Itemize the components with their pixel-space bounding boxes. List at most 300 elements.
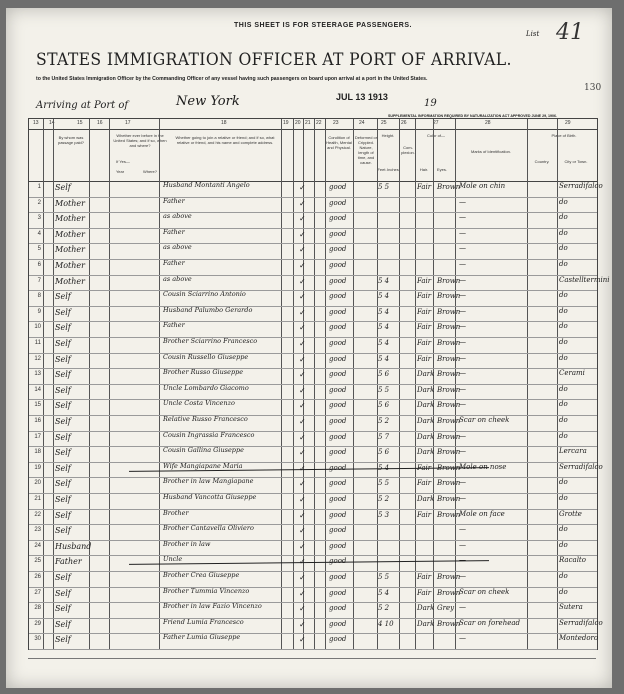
joining-relative: Friend Lumia Francesco (163, 617, 244, 626)
header-height: Height. (381, 133, 395, 138)
paid-by: Mother (55, 198, 85, 208)
table-row (29, 353, 597, 370)
check-mark-icon: ✓ (299, 339, 306, 348)
check-mark-icon: ✓ (299, 635, 306, 645)
eye-color: Brown (437, 354, 461, 363)
joining-relative: Father (163, 196, 185, 205)
joining-relative: Brother Cantavella Oliviero (163, 524, 254, 533)
eye-color: Brown (437, 510, 461, 519)
joining-relative: Wife Mangiapane Maria (163, 461, 243, 470)
row-number: 21 (34, 496, 41, 502)
header-complexion: Com-plexion. (401, 145, 415, 155)
row-number: 15 (34, 402, 41, 409)
check-mark-icon: ✓ (299, 557, 306, 567)
identification-marks: — (459, 228, 466, 237)
birth-city: do (559, 244, 568, 253)
birth-city: Castelltermini (559, 275, 610, 284)
check-mark-icon: ✓ (299, 619, 306, 629)
check-mark-icon: ✓ (299, 307, 306, 317)
hair-color: Dark (417, 495, 435, 503)
header-years: If Yes— (116, 159, 130, 164)
strike-through-line (129, 561, 489, 566)
table-row (29, 321, 597, 338)
check-mark-icon: ✓ (299, 385, 306, 395)
identification-marks: — (459, 400, 466, 409)
birth-city: do (559, 431, 568, 440)
header-by-whom-paid: By whom was passage paid? (57, 135, 85, 145)
health-condition: good (329, 214, 347, 223)
eye-color: Brown (437, 292, 461, 301)
row-number: 1 (37, 184, 41, 190)
row-number: 7 (37, 277, 41, 284)
row-number: 27 (34, 589, 41, 596)
identification-marks: — (459, 275, 466, 284)
hair-color: Fair (417, 292, 432, 301)
table-row (29, 524, 597, 541)
hair-color: Fair (417, 339, 432, 347)
hair-color: Dark (417, 448, 435, 457)
row-number: 9 (37, 308, 41, 315)
table-row (29, 243, 597, 260)
health-condition: good (329, 417, 347, 425)
birth-city: do (559, 525, 568, 534)
joining-relative: Relative Russo Francesco (163, 415, 248, 423)
column-headers (29, 129, 597, 182)
height-value: 5 7 (378, 432, 390, 441)
check-mark-icon: ✓ (299, 510, 306, 520)
colnum: 23 (333, 120, 339, 126)
header-year: Year (115, 169, 125, 174)
date-stamp: JUL 13 1913 (336, 92, 388, 102)
identification-marks: — (459, 322, 466, 331)
identification-marks: — (459, 556, 466, 565)
health-condition: good (329, 635, 347, 644)
birth-city: Grotte (559, 509, 582, 518)
check-mark-icon: ✓ (299, 573, 306, 582)
paid-by: Mother (55, 245, 85, 255)
health-condition: good (329, 619, 347, 628)
colnum: 14 (49, 120, 55, 126)
check-mark-icon: ✓ (299, 463, 306, 473)
eye-color: Brown (437, 417, 461, 425)
paid-by: Self (55, 463, 71, 473)
colnum: 18 (221, 120, 227, 126)
birth-city: do (559, 384, 568, 393)
paid-by: Mother (55, 229, 85, 239)
row-number: 6 (37, 262, 41, 268)
identification-marks: — (459, 447, 466, 456)
paid-by: Self (55, 370, 71, 380)
health-condition: good (329, 183, 347, 191)
identification-marks: — (459, 572, 466, 580)
table-row (29, 415, 597, 432)
paid-by: Self (55, 323, 71, 333)
hair-color: Fair (417, 354, 432, 363)
row-number: 4 (37, 230, 41, 237)
row-number: 12 (34, 355, 41, 362)
row-number: 29 (34, 620, 41, 627)
check-mark-icon: ✓ (299, 417, 306, 426)
table-row (29, 399, 597, 416)
colnum: 26 (401, 120, 407, 126)
hair-color: Fair (417, 588, 432, 597)
birth-city: do (559, 260, 568, 268)
health-condition: good (329, 261, 347, 269)
joining-relative: Brother Sciarrino Francesco (163, 337, 258, 345)
row-number: 18 (34, 449, 41, 456)
colnum: 22 (316, 120, 322, 126)
check-mark-icon: ✓ (299, 370, 306, 380)
table-row (29, 633, 597, 650)
check-mark-icon: ✓ (299, 432, 306, 442)
health-condition: good (329, 307, 347, 316)
joining-relative: Brother Crea Giuseppe (163, 571, 240, 579)
table-row (29, 571, 597, 588)
eye-color: Brown (437, 573, 461, 581)
height-value: 5 2 (378, 417, 390, 425)
joining-relative: Father (163, 321, 185, 330)
joining-relative: Husband Montanti Angelo (163, 181, 250, 189)
colnum: 21 (305, 120, 311, 126)
page-title: STATES IMMIGRATION OFFICER AT PORT OF ARRIVAL. (36, 50, 512, 70)
header-hair: Hair. (419, 167, 429, 172)
health-condition: good (329, 557, 347, 566)
paid-by: Self (55, 510, 71, 520)
identification-marks: — (459, 384, 466, 393)
birth-city: Montedoro (559, 634, 599, 643)
paid-by: Self (55, 339, 71, 348)
colnum: 19 (283, 120, 289, 126)
paid-by: Self (55, 432, 71, 442)
row-number: 2 (37, 199, 41, 206)
table-row (29, 290, 597, 307)
eye-color: Brown (437, 463, 461, 472)
hair-color: Fair (417, 479, 432, 488)
eye-color: Brown (437, 432, 461, 441)
colnum: 25 (381, 120, 387, 126)
table-row (29, 555, 597, 572)
hair-color: Fair (417, 323, 432, 332)
row-number: 14 (34, 386, 41, 393)
supplemental-note: SUPPLEMENTAL INFORMATION REQUIRED BY NATURALIZATION ACT APPROVED JUNE 29, 1906. (388, 114, 558, 118)
paid-by: Self (55, 526, 71, 536)
joining-relative: Uncle Costa Vincenzo (163, 399, 235, 408)
colnum: 20 (295, 120, 301, 126)
header-condition: Condition of Health, Mental and Physical. (326, 135, 352, 150)
paid-by: Self (55, 604, 71, 614)
joining-relative: Brother in law Mangiapane (163, 477, 254, 486)
paid-by: Mother (55, 276, 85, 286)
health-condition: good (329, 604, 347, 613)
check-mark-icon: ✓ (299, 479, 306, 489)
eye-color: Brown (437, 619, 461, 628)
row-number: 11 (34, 340, 41, 346)
identification-marks: Scar on cheek (459, 416, 510, 424)
joining-relative: Cousin Gallina Giuseppe (163, 446, 244, 455)
birth-city: do (559, 540, 568, 549)
hair-color: Fair (417, 307, 432, 316)
birth-city: do (559, 416, 568, 424)
identification-marks: — (459, 478, 466, 487)
row-number: 20 (34, 480, 41, 487)
check-mark-icon: ✓ (299, 323, 306, 333)
row-number: 28 (34, 605, 41, 612)
eye-color: Brown (437, 385, 461, 394)
joining-relative: Father Lumia Giuseppe (163, 633, 241, 642)
row-number: 13 (34, 371, 41, 378)
birth-city: Serradifalco (559, 462, 603, 471)
paid-by: Husband (55, 541, 92, 551)
table-row (29, 493, 597, 510)
eye-color: Brown (437, 183, 461, 191)
birth-city: do (559, 400, 568, 409)
check-mark-icon: ✓ (299, 495, 306, 504)
header-inches: Inches. (387, 167, 400, 172)
identification-marks: — (459, 213, 466, 222)
identification-marks: — (459, 291, 466, 300)
paid-by: Self (55, 479, 71, 489)
colnum: 13 (33, 120, 39, 126)
header-color-of: Color of— (426, 133, 445, 138)
health-condition: good (329, 526, 347, 535)
hair-color: Dark (417, 604, 435, 613)
paid-by: Self (55, 619, 71, 629)
colnum: 27 (433, 120, 439, 126)
row-number: 30 (34, 636, 41, 643)
header-deformed: Deformed or Crippled. Nature, length of time, and cause. (354, 135, 378, 165)
check-mark-icon: ✓ (299, 604, 306, 614)
birth-city: Sutera (559, 603, 583, 612)
height-value: 5 4 (378, 307, 390, 316)
health-condition: good (329, 479, 347, 488)
row-number: 22 (34, 511, 41, 518)
health-condition: good (329, 541, 347, 550)
colnum: 15 (77, 120, 83, 126)
manifest-sheet (6, 8, 612, 688)
joining-relative: Uncle (163, 555, 183, 564)
footer-rule (28, 658, 596, 659)
table-row (29, 587, 597, 604)
birth-city: Cerami (559, 369, 585, 378)
table-row (29, 306, 597, 323)
identification-marks: — (459, 260, 466, 268)
health-condition: good (329, 463, 347, 472)
hair-color: Dark (417, 432, 435, 441)
birth-city: do (559, 213, 568, 222)
hair-color: Dark (417, 401, 435, 410)
identification-marks: — (459, 431, 466, 440)
health-condition: good (329, 229, 347, 238)
table-row (29, 212, 597, 229)
health-condition: good (329, 432, 347, 441)
hair-color: Dark (417, 370, 435, 379)
check-mark-icon: ✓ (299, 292, 306, 302)
identification-marks: — (459, 244, 466, 253)
table-row (29, 477, 597, 494)
row-number: 8 (37, 293, 41, 300)
identification-marks: — (459, 353, 466, 362)
joining-relative: as above (163, 243, 192, 252)
table-row (29, 337, 597, 354)
manifest-rows (29, 181, 610, 649)
identification-marks: Mole on face (459, 509, 505, 518)
health-condition: good (329, 385, 347, 394)
hair-color: Dark (417, 417, 435, 425)
eye-color: Brown (437, 479, 461, 488)
check-mark-icon: ✓ (299, 261, 306, 270)
header-joining: Whether going to join a relative or friend; and if so, what relative or friend, and his name and complete address. (175, 135, 275, 145)
birth-city: Lercara (559, 447, 587, 456)
height-value: 5 4 (378, 588, 390, 597)
health-condition: good (329, 245, 347, 254)
check-mark-icon: ✓ (299, 588, 306, 598)
header-eyes: Eyes. (436, 167, 447, 172)
colnum: 16 (97, 120, 103, 126)
joining-relative: Cousin Russello Giuseppe (163, 352, 249, 361)
health-condition: good (329, 573, 347, 581)
health-condition: good (329, 354, 347, 363)
sheet-note: THIS SHEET IS FOR STEERAGE PASSENGERS. (234, 22, 412, 29)
table-row (29, 617, 603, 635)
paid-by: Self (55, 495, 71, 504)
eye-color: Brown (437, 276, 461, 285)
height-value: 4 10 (378, 619, 394, 628)
joining-relative: Cousin Sciarrino Antonio (163, 290, 246, 299)
birth-city: do (559, 197, 568, 206)
joining-relative: Cousin Ingrassia Francesco (163, 430, 255, 439)
table-row (29, 259, 597, 276)
hair-color: Fair (417, 276, 432, 285)
paid-by: Mother (55, 214, 85, 224)
birth-city: do (559, 353, 568, 362)
identification-marks: — (459, 603, 466, 612)
list-number: 41 (556, 20, 584, 45)
paid-by: Self (55, 183, 71, 192)
birth-city: do (559, 572, 568, 580)
height-value: 5 2 (378, 495, 390, 503)
birth-city: Serradifalco (559, 618, 603, 627)
joining-relative: Brother (163, 508, 189, 517)
header-place-of-birth: Place of Birth. (551, 133, 577, 138)
table-row (29, 368, 597, 385)
height-value: 5 4 (378, 276, 390, 285)
check-mark-icon: ✓ (299, 401, 306, 411)
identification-marks: Scar on cheek (459, 587, 510, 596)
row-number: 3 (37, 215, 41, 222)
identification-marks: — (459, 540, 466, 549)
health-condition: good (329, 339, 347, 347)
table-row (29, 228, 597, 245)
identification-marks: Mole on nose (459, 462, 507, 471)
identification-marks: — (459, 634, 466, 643)
health-condition: good (329, 370, 347, 379)
paid-by: Self (55, 385, 71, 395)
header-marks: Marks of Identification. (470, 149, 512, 154)
height-value: 5 4 (378, 292, 390, 301)
height-value: 5 5 (378, 573, 390, 581)
paid-by: Self (55, 307, 71, 317)
row-number: 24 (34, 542, 41, 549)
eye-color: Brown (437, 307, 461, 316)
birth-city: Racalto (559, 556, 586, 565)
health-condition: good (329, 495, 347, 503)
health-condition: good (329, 510, 347, 519)
check-mark-icon: ✓ (299, 541, 306, 551)
eye-color: Brown (437, 495, 461, 503)
check-mark-icon: ✓ (299, 448, 306, 458)
row-number: 16 (34, 418, 41, 424)
height-value: 5 6 (378, 401, 390, 410)
paid-by: Self (55, 354, 71, 364)
eye-color: Brown (437, 323, 461, 332)
row-number: 5 (37, 246, 41, 253)
row-number: 23 (34, 527, 41, 534)
height-value: 5 4 (378, 463, 390, 472)
hair-color: Dark (417, 619, 435, 628)
height-value: 5 4 (378, 323, 390, 332)
paid-by: Father (55, 557, 82, 567)
health-condition: good (329, 588, 347, 597)
table-row (29, 181, 603, 198)
health-condition: good (329, 448, 347, 457)
joining-relative: as above (163, 274, 192, 283)
health-condition: good (329, 276, 347, 285)
eye-color: Brown (437, 339, 461, 347)
stamp-number: 130 (584, 83, 602, 93)
birth-city: do (559, 338, 568, 346)
eye-color: Brown (437, 448, 461, 457)
height-value: 5 3 (378, 510, 390, 519)
table-row (29, 446, 597, 463)
birth-city: do (559, 494, 568, 502)
hair-color: Fair (417, 510, 432, 519)
list-label: List (526, 30, 540, 38)
row-number: 26 (34, 574, 41, 580)
joining-relative: Uncle Lombardo Giacomo (163, 383, 249, 392)
paid-by: Self (55, 401, 71, 411)
birth-city: do (559, 306, 568, 315)
header-been-in-us: Whether ever before in the United States; and if so, when and where? (113, 133, 167, 148)
table-row (29, 431, 597, 448)
joining-relative: Husband Vancotta Giuseppe (163, 493, 257, 501)
height-value: 5 6 (378, 370, 390, 379)
identification-marks: — (459, 494, 466, 502)
subtitle: to the United States Immigration Officer by the Commanding Officer of any vessel having such passengers on board upon arrival at a port in the United States. (36, 76, 428, 82)
hair-color: Fair (417, 573, 432, 581)
hair-color: Fair (417, 463, 432, 472)
eye-color: Brown (437, 370, 461, 379)
health-condition: good (329, 323, 347, 332)
hair-color: Fair (417, 183, 432, 191)
colnum: 29 (565, 120, 571, 126)
manifest-table (28, 118, 610, 650)
check-mark-icon: ✓ (299, 198, 306, 208)
header-feet: Feet. (377, 167, 387, 172)
identification-marks: — (459, 369, 466, 378)
paid-by: Self (55, 448, 71, 458)
joining-relative: Brother in law (163, 539, 211, 548)
check-mark-icon: ✓ (299, 526, 306, 536)
colnum: 28 (485, 120, 491, 126)
birth-city: do (559, 322, 568, 331)
identification-marks: — (459, 306, 466, 315)
check-mark-icon: ✓ (299, 229, 306, 239)
joining-relative: Father (163, 227, 185, 236)
joining-relative: as above (163, 212, 192, 221)
table-row (29, 509, 597, 526)
joining-relative: Father (163, 259, 185, 267)
birth-city: do (559, 587, 568, 596)
